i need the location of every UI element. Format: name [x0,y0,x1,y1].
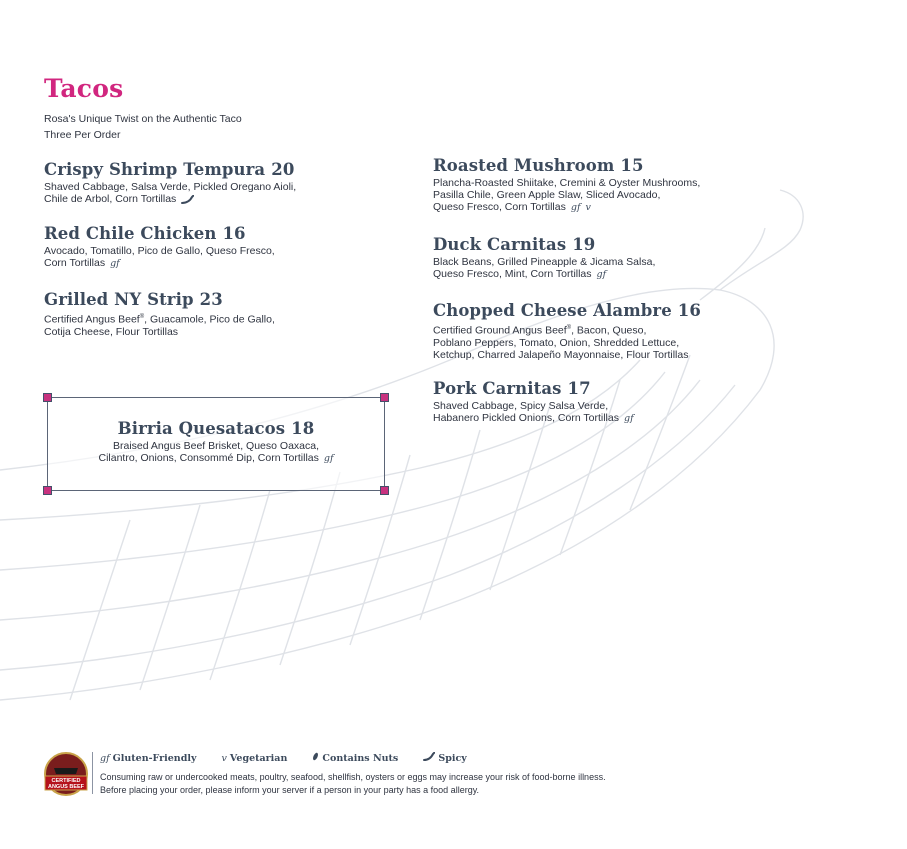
allergy-notice: Consuming raw or undercooked meats, poultry, seafood, shellfish, oysters or eggs may increase your risk of food-borne illness. Before placing your order, please inform your server if a person in your party has a food allergy. [100,772,606,795]
menu-item-grilled-ny-strip [44,289,275,338]
gluten-friendly-tag: gf [323,453,334,465]
vegetarian-tag: v [585,202,591,214]
legend-contains-nuts: Contains Nuts [312,753,398,764]
menu-item-pork-carnitas [433,378,634,425]
section-title: Tacos [44,74,124,103]
item-name: Crispy Shrimp Tempura [44,160,266,179]
item-description: Black Beans, Grilled Pineapple & Jicama Salsa, Queso Fresco, Mint, Corn Tortillas gf [433,256,656,281]
item-price: 17 [567,379,591,398]
item-name: Birria Quesatacos [117,419,286,438]
item-description: Braised Angus Beef Brisket, Queso Oaxaca, Cilantro, Onions, Consommé Dip, Corn Tortillas gf [98,440,334,465]
item-name: Red Chile Chicken [44,224,217,243]
gluten-friendly-tag: gf [596,269,607,281]
item-description: Shaved Cabbage, Salsa Verde, Pickled Oregano Aioli, Chile de Arbol, Corn Tortillas [44,181,297,206]
gluten-friendly-tag: gf [110,258,120,270]
legend-spicy: Spicy [423,753,466,764]
featured-item-box [47,397,385,491]
certified-angus-beef-logo [42,752,90,798]
item-description: Avocado, Tomatillo, Pico de Gallo, Queso Fresco, Corn Tortillas gf [44,245,275,270]
menu-item-duck-carnitas [433,234,655,281]
item-price: 20 [271,160,295,179]
legend-gluten-friendly: gf Gluten-Friendly [100,753,197,764]
corner-ornament [380,393,389,402]
menu-item-chopped-cheese-alambre [433,300,701,361]
corner-ornament [43,486,52,495]
legend-vegetarian: v Vegetarian [221,753,288,764]
svg-text:CERTIFIED: CERTIFIED [51,778,81,784]
menu-item-red-chile-chicken [44,223,275,270]
item-price: 23 [199,290,223,309]
subtitle-line: Three Per Order [44,128,121,141]
item-name: Grilled NY Strip [44,290,194,309]
item-price: 16 [222,224,246,243]
corner-ornament [380,486,389,495]
menu-item-roasted-mushroom [433,155,700,215]
item-description: Certified Ground Angus Beef®, Bacon, Queso, Poblano Peppers, Tomato, Onion, Shredded Lettuce, Ketchup, Charred Jalapeño Mayonnaise, Flour Tortillas [433,324,689,361]
item-description: Plancha-Roasted Shiitake, Cremini & Oyster Mushrooms, Pasilla Chile, Green Apple Slaw, Sliced Avocado, Queso Fresco, Corn Tortillas gf v [433,177,701,214]
section-subtitle [44,112,242,143]
spicy-icon [181,195,194,204]
item-description: Shaved Cabbage, Spicy Salsa Verde, Habanero Pickled Onions, Corn Tortillas gf [433,400,634,425]
item-name: Duck Carnitas [433,235,567,254]
item-name: Roasted Mushroom [433,156,615,175]
spicy-icon [423,752,435,761]
item-price: 15 [620,156,644,175]
gluten-friendly-tag: gf [623,413,634,425]
svg-text:ANGUS BEEF: ANGUS BEEF [47,784,85,790]
subtitle-line: Rosa's Unique Twist on the Authentic Taco [44,113,242,125]
gluten-friendly-tag: gf [570,202,581,214]
item-price: 16 [677,301,701,320]
item-price: 19 [572,235,596,254]
footer-divider [92,752,93,794]
dietary-legend [100,752,489,764]
corner-ornament [43,393,52,402]
item-name: Chopped Cheese Alambre [433,301,672,320]
item-price: 18 [291,419,315,438]
item-name: Pork Carnitas [433,379,562,398]
nut-icon [312,752,319,761]
item-description: Certified Angus Beef®, Guacamole, Pico de Gallo, Cotija Cheese, Flour Tortillas [44,313,275,338]
menu-item-crispy-shrimp [44,159,296,205]
